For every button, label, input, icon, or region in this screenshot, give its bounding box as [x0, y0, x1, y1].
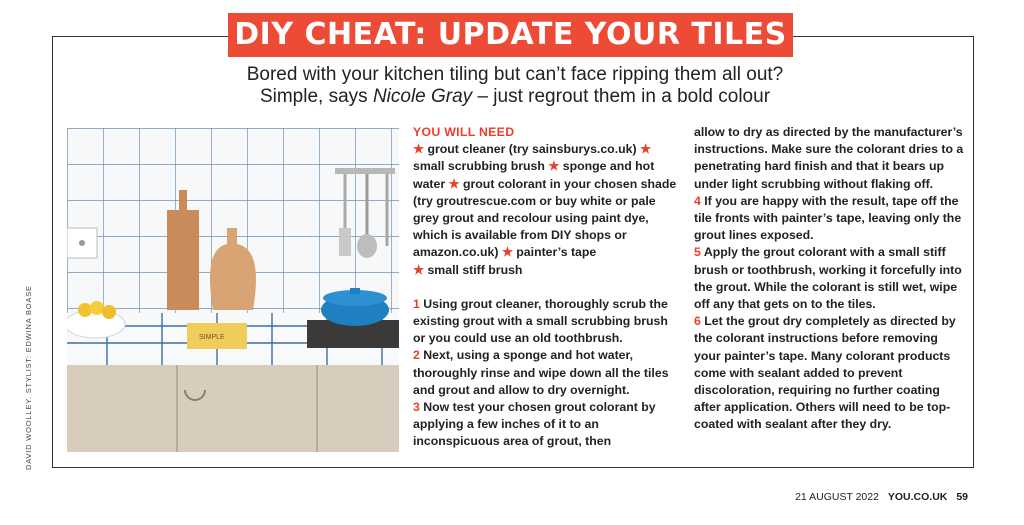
step-text: Now test your chosen grout colorant by applying a few inches of it to an inconspicuous area of grout, then	[413, 400, 656, 449]
column-1	[413, 124, 683, 451]
step-6	[694, 313, 964, 433]
step-text: Apply the grout colorant with a small stiff brush or toothbrush, working it forcefully into the grout. While the colorant is still wet, wipe off any that gets on to the tiles.	[694, 245, 962, 312]
step-number: 2	[413, 348, 420, 363]
materials-list	[413, 141, 683, 279]
star-icon: ★	[548, 159, 560, 174]
step-3	[413, 399, 683, 451]
photo-credit: DAVID WOOLLEY. STYLIST: EDWINA BOASE	[24, 285, 33, 470]
site-name: YOU.CO.UK	[887, 491, 948, 503]
step-number: 4	[694, 193, 701, 208]
materials-item: painter’s tape	[516, 245, 597, 260]
star-icon: ★	[413, 142, 425, 157]
step-text: Let the grout dry completely as directed by the colorant instructions before removing your painter’s tape. Many colorant products come with sealant added to prevent discoloration, requiring no further coating after application. Others will need to be top-coated with sealant after they dry.	[694, 314, 956, 432]
intro-line-2-pre: Simple, says	[259, 86, 373, 107]
materials-item: small stiff brush	[427, 262, 523, 277]
step-text: Next, using a sponge and hot water, thoroughly rinse and wipe down all the tiles and grout and allow to dry overnight.	[413, 348, 669, 397]
step-5	[694, 244, 964, 313]
materials-item: grout cleaner (try sainsburys.co.uk)	[427, 142, 637, 157]
star-icon: ★	[413, 262, 425, 277]
page-number: 59	[956, 491, 968, 503]
step-text: If you are happy with the result, tape off the tile fronts with painter’s tape, leaving only the grout lines exposed.	[694, 193, 962, 243]
intro-line-2-post: – just regrout them in a bold colour	[472, 86, 771, 107]
star-icon: ★	[501, 245, 513, 260]
step-3-continued	[694, 124, 964, 193]
spatula	[339, 228, 351, 256]
step-text: Using grout cleaner, thoroughly scrub the existing grout with a small scrubbing brush or you could use an old toothbrush.	[413, 296, 668, 346]
step-number: 1	[413, 296, 420, 311]
kitchen-photo	[67, 128, 399, 452]
star-icon: ★	[639, 142, 652, 157]
materials-item: grout colorant in your chosen shade (try groutrescue.com or buy white or pale grey grout and recolour using paint dye, which is available from DIY shops or amazon.co.uk)	[413, 176, 677, 260]
ladle	[357, 234, 377, 258]
page-footer	[795, 491, 968, 503]
column-2	[694, 124, 964, 434]
step-number: 6	[694, 314, 701, 329]
lemon	[78, 303, 92, 317]
cabinets	[67, 365, 399, 452]
issue-date: 21 AUGUST 2022	[795, 491, 879, 503]
step-1	[413, 296, 683, 348]
author-name: Nicole Gray	[372, 86, 473, 107]
intro-line-1: Bored with your kitchen tiling but can’t face ripping them all out?	[246, 64, 784, 85]
star-icon: ★	[448, 176, 460, 191]
utensil-rail	[335, 168, 395, 174]
kitchen-illustration	[67, 128, 399, 452]
step-4	[694, 193, 964, 245]
materials-item: small scrubbing brush	[413, 159, 545, 174]
step-number: 5	[694, 245, 701, 260]
page-title: DIY CHEAT: UPDATE YOUR TILES	[228, 13, 793, 57]
step-text: allow to dry as directed by the manufacturer’s instructions. Make sure the colorant dries to a penetrating hard finish and that it bears up under light scrubbing without flaking off.	[694, 125, 964, 191]
book-label: SIMPLE	[199, 334, 225, 341]
materials-item: sponge and hot water	[413, 159, 655, 191]
step-number: 3	[413, 400, 420, 415]
step-2	[413, 347, 683, 399]
you-will-need-heading: YOU WILL NEED	[413, 125, 515, 139]
intro-text	[160, 64, 870, 108]
intro-line-2	[160, 86, 870, 108]
